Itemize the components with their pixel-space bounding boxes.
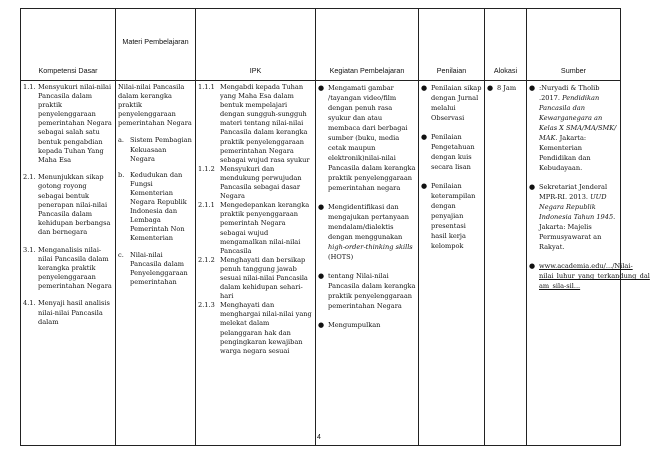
kegiatan-text	[328, 271, 416, 311]
header-penilaian: Penilaian	[419, 9, 485, 81]
kd-number: 4.1.	[23, 299, 36, 308]
materi-item	[118, 251, 193, 287]
document-page	[20, 8, 650, 446]
bullet-icon: ●	[318, 84, 325, 92]
bullet-icon: ●	[318, 272, 325, 281]
alokasi-list	[487, 83, 524, 94]
bullet-icon: ●	[529, 84, 536, 92]
sumber-list	[529, 83, 650, 291]
ipk-item	[198, 256, 313, 301]
ipk-item	[198, 301, 313, 356]
materi-text: Sistem Pembagian Kekuasaan Negara	[130, 136, 192, 163]
ipk-number: 1.1.2	[198, 164, 215, 173]
ipk-item	[198, 83, 313, 165]
materi-text: Nilai-nilai Pancasila dalam Penyelenggaraan pemerintahan	[130, 250, 188, 286]
kd-text: Mensyukuri nilai-nilai Pancasila dalam praktik penyelenggaraan pemerintahan Negara sebagai salah satu bentuk pengabdian kepada Tuhan Yang Maha Esa	[38, 83, 112, 164]
ipk-number: 1.1.1	[198, 83, 215, 91]
ipk-item	[198, 201, 313, 256]
sumber-text	[539, 182, 618, 252]
page-number: 4	[317, 434, 321, 441]
header-materi: Materi Pembelajaran	[116, 9, 196, 81]
materi-letter: b.	[118, 170, 125, 179]
kegiatan-text-part: Mengidentifikasi dan mengajukan pertanyaan mendalam/dialektis dengan menggunakan	[328, 203, 410, 242]
header-kegiatan: Kegiatan Pembelajaran	[316, 9, 419, 81]
ipk-number: 2.1.3	[198, 301, 215, 310]
list-item	[318, 202, 416, 262]
header-alokasi: Alokasi	[485, 9, 527, 81]
header-kompetensi-dasar: Kompetensi Dasar	[21, 9, 116, 81]
list-item	[421, 181, 482, 251]
sumber-text-part: . Jakarta: Kementerian Pendidikan dan Kebudayaan.	[539, 134, 591, 173]
kd-item	[23, 173, 113, 237]
kd-item	[23, 246, 113, 291]
materi-title: Nilai-nilai Pancasila dalam kerangka praktik penyelenggaraan pemerintahan Negara	[118, 83, 192, 128]
content-row	[21, 81, 621, 446]
ipk-number: 2.1.1	[198, 201, 215, 210]
sumber-text-part: Pendidikan Pancasila dan Kewarganegara an Kelas X SMA/MA/SMK/ MAK	[539, 94, 617, 143]
sumber-text-part: :Nuryadi & Tholib .2017.	[539, 84, 600, 103]
list-item	[318, 83, 416, 193]
sumber-text-part[interactable]: www.academia.edu/.../Nilai-nilai_luhur_yang_terkandung_dal am_sila-sil...	[539, 262, 650, 291]
list-item	[421, 83, 482, 123]
kegiatan-text-part: high-order-thinking skills	[328, 243, 413, 252]
bullet-icon: ●	[421, 84, 428, 92]
sumber-cell	[527, 81, 650, 446]
alokasi-cell	[485, 81, 527, 446]
kd-cell	[21, 81, 116, 446]
kegiatan-text-part: Mengumpulkan	[328, 321, 381, 330]
bullet-icon: ●	[318, 321, 325, 330]
bullet-icon: ●	[529, 183, 536, 192]
list-item	[318, 320, 416, 331]
header-row	[21, 9, 621, 81]
penilaian-text: Penilaian Pengetahuan dengan kuis secara lisan	[431, 133, 475, 172]
ipk-text: Menghayati dan menghargai nilai-nilai yang melekat dalam pelanggaran hak dan pengingkaran kewajiban warga negara sesuai	[220, 301, 312, 355]
list-item	[421, 132, 482, 172]
kd-number: 3.1.	[23, 245, 36, 254]
ipk-cell	[196, 81, 316, 446]
ipk-text: Mengedepankan kerangka praktik penyenggaraan pemerintah Negara sebagai wujud mengamalkan nilai-nilai Pancasila	[220, 201, 310, 255]
list-item	[318, 271, 416, 311]
list-item	[487, 83, 524, 94]
kegiatan-text-part: (HOTS)	[328, 253, 354, 262]
kd-text: Menganalisis nilai-nilai Pancasila dalam kerangka praktik penyelenggaraan pemerintahan Negara	[38, 245, 112, 290]
list-item	[529, 83, 618, 173]
ipk-text: Menghayati dan bersikap penuh tanggung jawab sesuai nilai-nilai Pancasila dalam kehidupan sehari-hari	[220, 255, 308, 301]
list-item	[529, 261, 650, 291]
list-item	[529, 182, 618, 252]
ipk-number: 2.1.2	[198, 255, 215, 264]
kegiatan-cell	[316, 81, 419, 446]
bullet-icon: ●	[421, 133, 428, 142]
kd-number: 2.1.	[23, 173, 36, 182]
sumber-text-part: . Jakarta: Majelis Permusyawarat an Rakyat.	[539, 213, 616, 252]
kegiatan-text	[328, 320, 416, 331]
syllabus-table	[20, 8, 650, 446]
materi-text: Kedudukan dan Fungsi Kementerian Negara Republik Indonesia dan Lembaga Pemerintah Non Kementerian	[130, 170, 187, 243]
bullet-icon: ●	[529, 262, 536, 271]
kegiatan-text	[328, 83, 416, 193]
penilaian-text: Penilaian sikap dengan Jurnal melalui Observasi	[431, 84, 482, 123]
penilaian-text: Penilaian keterampilan dengan penyajian presentasi hasil kerja kelompok	[431, 182, 476, 251]
kegiatan-text-part: tentang Nilai-nilai Pancasila dalam kerangka praktik penyelenggaraan pemerintahan Negara	[328, 272, 416, 311]
penilaian-list	[421, 83, 482, 251]
bullet-icon: ●	[421, 182, 428, 191]
sumber-text	[539, 261, 650, 291]
kd-text: Menunjukkan sikap gotong royong sebagai bentuk penerapan nilai-nilai Pancasila dalam kehidupan berbangsa dan bernegara	[38, 173, 111, 236]
kd-text: Menyaji hasil analisis nilai-nilai Pancasila dalam	[38, 299, 110, 326]
header-ipk: IPK	[196, 9, 316, 81]
header-sumber: Sumber	[527, 9, 621, 81]
kegiatan-text-part: Mengamati gambar /tayangan video/film dengan penuh rasa syukur dan atau membaca dari berbagai sumber (buku, media cetak maupun elektronik)nilai-nilai Pancasila dalam kerangka praktik penyelenggaraan pemerintahan negara	[328, 84, 416, 193]
bullet-icon: ●	[318, 203, 325, 212]
materi-item	[118, 171, 193, 244]
ipk-text: Mengabdi kepada Tuhan yang Maha Esa dalam bentuk mempelajari dengan sungguh-sungguh materi tentang nilai-nilai Pancasila dalam kerangka praktik penyelenggaraan pemerintahan Negara sebagai wujud rasa syukur	[220, 83, 310, 164]
sumber-text-part: Sekretariat Jenderal MPR-RI. 2013.	[539, 183, 608, 202]
ipk-text: Mensyukuri dan mendukung perwujudan Pancasila sebagai dasar Negara	[220, 164, 302, 201]
materi-item	[118, 136, 193, 163]
kegiatan-list	[318, 83, 416, 331]
materi-cell	[116, 81, 196, 446]
materi-letter: c.	[118, 250, 124, 259]
kd-item	[23, 299, 113, 326]
materi-letter: a.	[118, 136, 125, 145]
alokasi-text: 8 Jam	[497, 84, 517, 92]
sumber-text	[539, 83, 618, 173]
penilaian-cell	[419, 81, 485, 446]
ipk-item	[198, 165, 313, 201]
kd-item	[23, 83, 113, 165]
bullet-icon: ●	[487, 84, 494, 92]
sumber-text-part: UUD Negara Republik Indonesia Tahun 1945	[539, 193, 614, 222]
kegiatan-text	[328, 202, 416, 262]
kd-number: 1.1.	[23, 83, 36, 91]
